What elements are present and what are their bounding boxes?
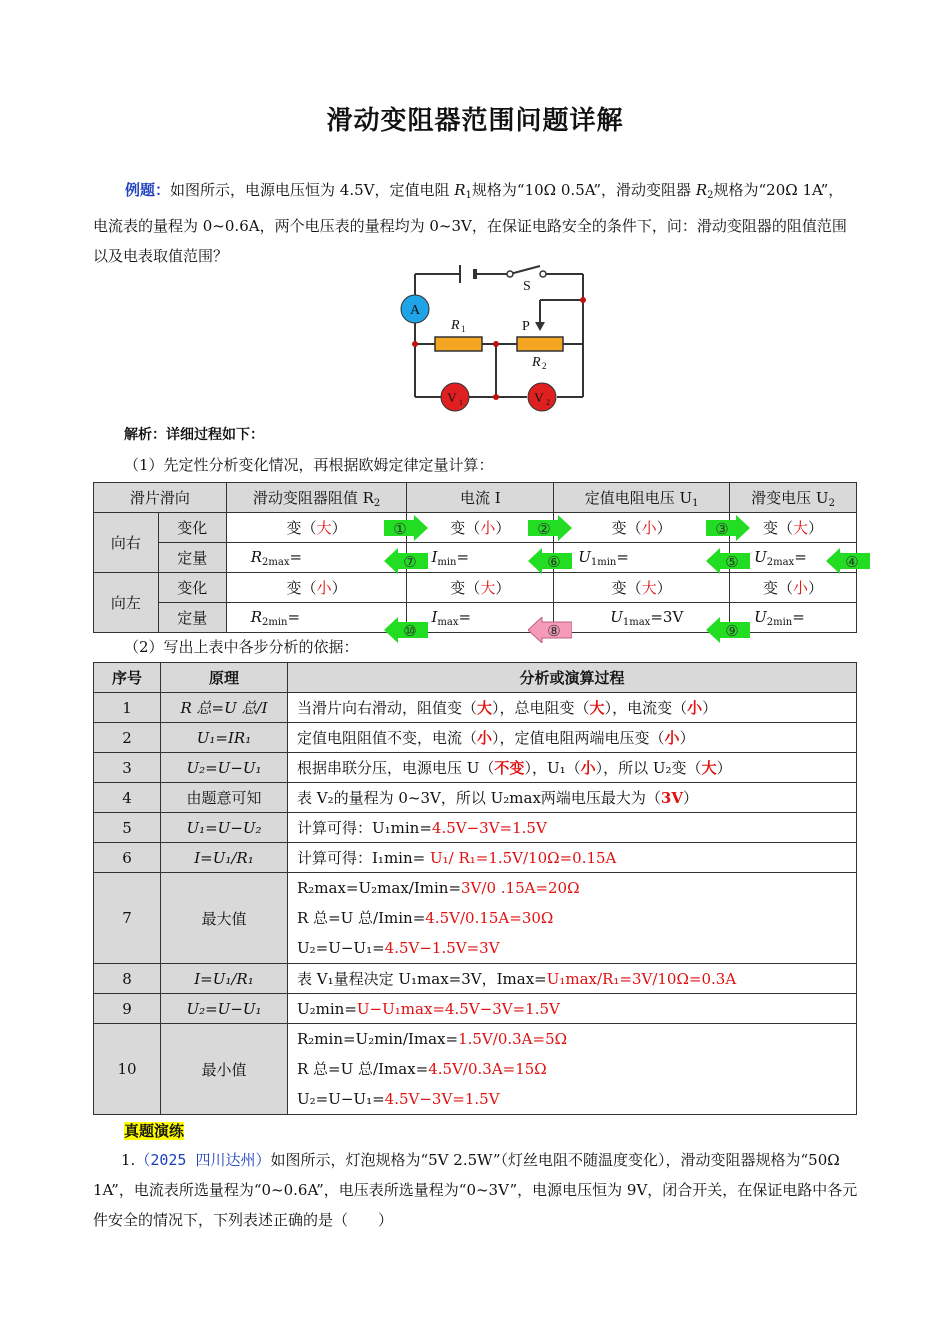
- table-row: 2 U₁=IR₁ 定值电阻阻值不变，电流（小），定值电阻两端电压变（小）: [94, 723, 857, 753]
- slider-arrow-icon: [535, 322, 545, 331]
- svg-text:⑧: ⑧: [547, 622, 561, 640]
- resistor-r2: [517, 337, 563, 351]
- example-label: 例题：: [125, 181, 171, 199]
- header-u2: 滑变电压 $U_2$: [730, 483, 857, 513]
- table-row: 定量 $R_{2max}=$ $I_{min}=$ $U_{1min}=$ $U_{2max}=$: [94, 543, 857, 573]
- svg-text:③: ③: [715, 520, 729, 538]
- svg-text:⑩: ⑩: [403, 622, 417, 640]
- table-header-row: 序号 原理 分析或演算过程: [94, 663, 857, 693]
- table-row: 6 I=U₁/R₁ 计算可得：I₁min= U₁/ R₁=1.5V/10Ω=0.15A: [94, 843, 857, 873]
- node: [493, 341, 499, 347]
- table-row: 1 R 总=U 总/I 当滑片向右滑动，阻值变（大），总电阻变（大），电流变（小）: [94, 693, 857, 723]
- arrow-2: [528, 515, 572, 541]
- basis-table: [93, 662, 857, 1115]
- step2-text: （2）写出上表中各步分析的依据：: [124, 638, 359, 656]
- practice-question: 1.（2025 四川达州）如图所示，灯泡规格为“5V 2.5W”（灯丝电阻不随温度变化），滑动变阻器规格为“50Ω 1A”，电流表所选量程为“0~0.6A”，电压表所选量程为“0~3V”，电源电压恒为 9V，闭合开关，在保证电路中各元件安全的情况下，下列表述正确的是（ ）: [93, 1151, 858, 1229]
- header-resistance: 滑动变阻器阻值 $R_2$: [226, 483, 407, 513]
- switch-pivot: [507, 271, 513, 277]
- practice-heading: 真题演练: [124, 1122, 185, 1140]
- row-right: 向右: [94, 513, 159, 573]
- v1-label: V: [447, 390, 457, 405]
- r1-sub: 1: [461, 324, 466, 334]
- header-u1: 定值电阻电压 $U_1$: [554, 483, 730, 513]
- v2-label: V: [534, 390, 544, 405]
- v2-sub: 2: [546, 398, 550, 407]
- table-row: 5 U₁=U−U₂ 计算可得：U₁min=4.5V−3V=1.5V: [94, 813, 857, 843]
- page-title: 滑动变阻器范围问题详解: [326, 106, 624, 136]
- arrow-7: [384, 548, 428, 574]
- table-row: 向左 变化 变（小） 变（大） 变（大） 变（小）: [94, 573, 857, 603]
- analysis-heading: 解析：详细过程如下：: [124, 427, 264, 443]
- table-header-row: [94, 483, 857, 513]
- table-row: 8 I=U₁/R₁ 表 V₁量程决定 U₁max=3V，Imax=U₁max/R₁=3V/10Ω=0.3A: [94, 964, 857, 994]
- table-row: 4 由题意可知 表 V₂的量程为 0~3V，所以 U₂max两端电压最大为（3V）: [94, 783, 857, 813]
- resistor-r1: [435, 337, 482, 351]
- table-row: 向右 变化 变（大） 变（小） 变（小） 变（大）: [94, 513, 857, 543]
- svg-text:⑤: ⑤: [725, 553, 739, 571]
- ammeter-label: A: [409, 303, 421, 318]
- svg-text:①: ①: [393, 520, 407, 538]
- row-left: 向左: [94, 573, 159, 633]
- r2-sub: 2: [542, 361, 547, 371]
- svg-text:⑨: ⑨: [725, 622, 739, 640]
- table-row: 9 U₂=U−U₁ U₂min=U−U₁max=4.5V−3V=1.5V: [94, 994, 857, 1024]
- r1-label: R: [451, 318, 460, 333]
- svg-text:⑦: ⑦: [403, 553, 417, 571]
- node: [412, 341, 418, 347]
- switch-contact: [540, 271, 546, 277]
- arrow-6: [528, 548, 572, 574]
- step1-text: （1）先定性分析变化情况，再根据欧姆定律定量计算：: [124, 456, 494, 474]
- circuit-diagram: [395, 262, 595, 412]
- svg-text:⑥: ⑥: [547, 553, 561, 571]
- arrow-4: [826, 548, 870, 574]
- header-current: 电流 I: [407, 483, 554, 513]
- arrow-3: [706, 515, 750, 541]
- slider-label: P: [522, 319, 530, 334]
- svg-text:④: ④: [845, 553, 859, 571]
- arrow-5: [706, 548, 750, 574]
- v1-sub: 1: [459, 398, 463, 407]
- arrow-1: [384, 515, 428, 541]
- svg-text:②: ②: [537, 520, 551, 538]
- node: [580, 297, 586, 303]
- table-row: 定量 $R_{2min}=$ $I_{max}=$ $U_{1max}=3V$ $U_{2min}=$: [94, 603, 857, 633]
- r2-label: R: [532, 355, 541, 370]
- table-row: 3 U₂=U−U₁ 根据串联分压，电源电压 U（不变），U₁（小），所以 U₂变（大）: [94, 753, 857, 783]
- header-direction: 滑片滑向: [94, 483, 227, 513]
- switch-label: S: [523, 279, 531, 294]
- node: [493, 394, 499, 400]
- table-row: 10 最小值 R₂min=U₂min/Imax=1.5V/0.3A=5Ω R 总=U 总/Imax=4.5V/0.3A=15Ω U₂=U−U₁=4.5V−3V=1.5V: [94, 1024, 857, 1115]
- example-paragraph: 例题：如图所示，电源电压恒为 4.5V，定值电阻 $R_1$规格为“10Ω 0.5A”，滑动变阻器 $R_2$规格为“20Ω 1A”，电流表的量程为 0~0.6A，两个电压表的量程均为 0~3V，在保证电路安全的条件下，问：滑动变阻器的阻值范围以及电表取值范围？: [93, 181, 847, 265]
- table-row: 7 最大值 R₂max=U₂max/Imin=3V/0 .15A=20Ω R 总=U 总/Imin=4.5V/0.15A=30Ω U₂=U−U₁=4.5V−1.5V=3V: [94, 873, 857, 964]
